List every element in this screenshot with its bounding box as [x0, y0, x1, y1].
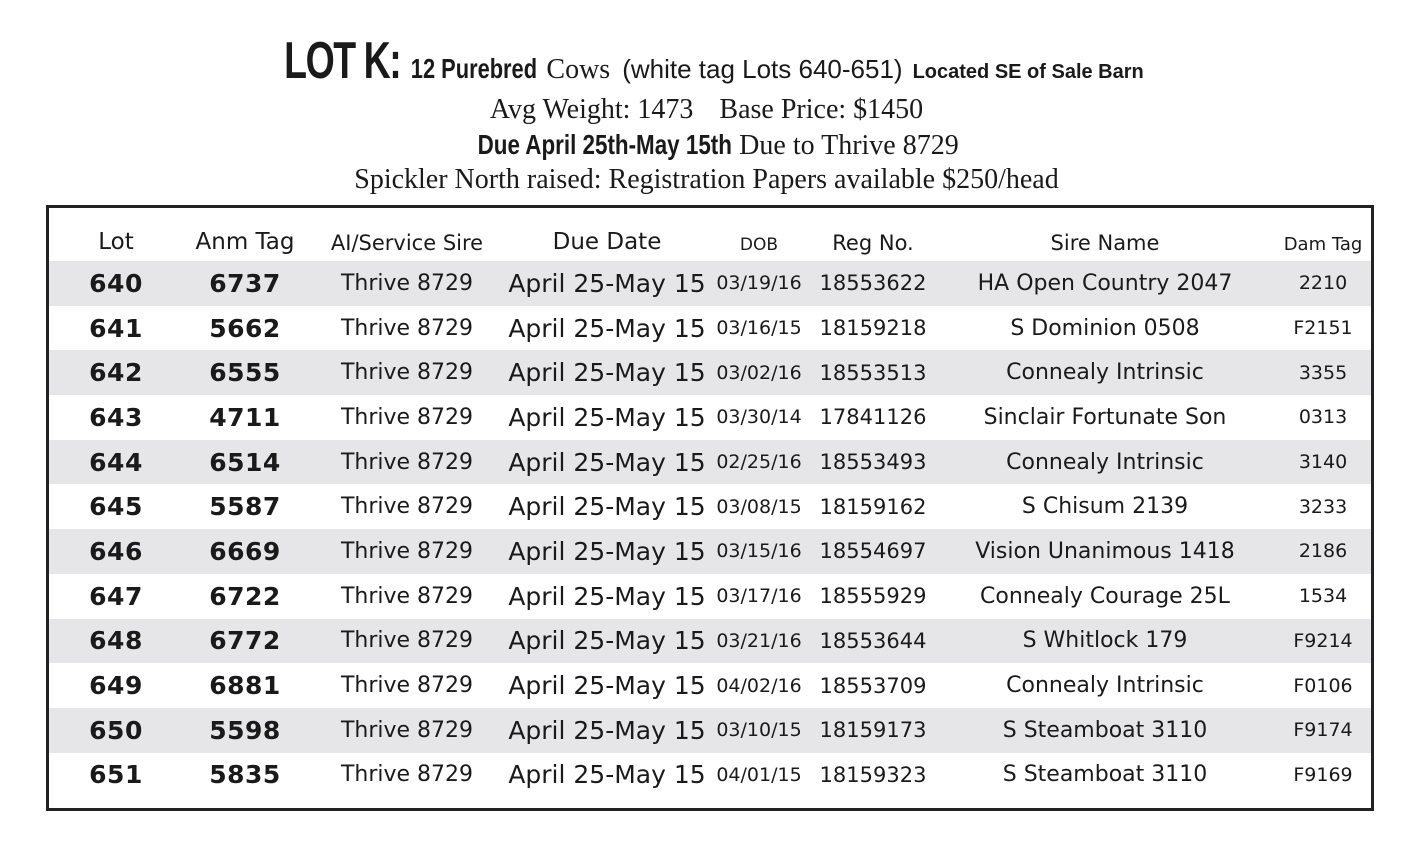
reg-no-cell: 18159218 — [819, 316, 927, 341]
tag-range: (white tag Lots 640-651) — [622, 54, 903, 84]
service-sire-cell: Thrive 8729 — [340, 404, 474, 430]
anm-tag-cell: 6669 — [183, 529, 307, 574]
table-row — [49, 753, 1371, 798]
dob-cell: 03/08/15 — [716, 495, 802, 518]
col-header-lot: Lot — [98, 229, 134, 255]
head-count: 12 Purebred — [410, 53, 537, 84]
lot-table-frame — [46, 205, 1374, 811]
due-date-cell: April 25-May 15 — [507, 708, 707, 753]
lot-cell: 644 — [49, 440, 183, 485]
due-sire: Due to Thrive 8729 — [739, 130, 959, 161]
anm-tag-cell: 5662 — [209, 313, 281, 343]
dam-tag-cell: F0106 — [1293, 674, 1353, 697]
dam-tag-cell: 2186 — [1275, 529, 1371, 574]
anm-tag-cell: 6555 — [183, 350, 307, 395]
base-price: Base Price: $1450 — [719, 94, 924, 125]
service-sire-cell: Thrive 8729 — [340, 494, 474, 520]
due-date-cell: April 25-May 15 — [508, 671, 706, 701]
due-date-cell: April 25-May 15 — [508, 492, 706, 522]
sire-name-cell: S Dominion 0508 — [1010, 315, 1200, 341]
dam-tag-cell: 3140 — [1275, 440, 1371, 485]
anm-tag-cell: 6514 — [183, 440, 307, 485]
anm-tag-cell: 4711 — [209, 402, 281, 432]
anm-tag-cell: 5835 — [209, 760, 281, 790]
due-line — [0, 127, 1413, 162]
dob-cell: 03/17/16 — [716, 585, 802, 608]
service-sire-cell: Thrive 8729 — [307, 261, 507, 306]
service-sire-cell: Thrive 8729 — [307, 440, 507, 485]
reg-no-cell: 18554697 — [811, 529, 935, 574]
anm-tag-cell: 5587 — [209, 492, 281, 522]
table-row — [49, 619, 1371, 664]
table-header-row — [49, 208, 1371, 261]
dam-tag-cell: 2210 — [1275, 261, 1371, 306]
sire-name-cell: Vision Unanimous 1418 — [935, 529, 1275, 574]
table-row — [49, 440, 1371, 485]
service-sire-cell: Thrive 8729 — [307, 708, 507, 753]
col-header-reg-no: Reg No. — [832, 231, 914, 255]
reg-no-cell: 18159162 — [819, 494, 927, 519]
weight-price-line — [0, 92, 1413, 127]
table-row — [49, 484, 1371, 529]
sire-name-cell: S Steamboat 3110 — [935, 708, 1275, 753]
service-sire-cell: Thrive 8729 — [340, 673, 474, 699]
table-row — [49, 574, 1371, 619]
dob-cell: 03/21/16 — [707, 619, 811, 664]
sire-name-cell: Connealy Intrinsic — [935, 440, 1275, 485]
lot-cell: 641 — [89, 313, 143, 343]
dam-tag-cell: 1534 — [1298, 585, 1348, 608]
due-date-cell: April 25-May 15 — [507, 350, 707, 395]
due-date-cell: April 25-May 15 — [508, 581, 706, 611]
lot-cell: 640 — [49, 261, 183, 306]
anm-tag-cell: 6881 — [209, 671, 281, 701]
dob-cell: 03/02/16 — [707, 350, 811, 395]
dam-tag-cell: 3355 — [1275, 350, 1371, 395]
reg-no-cell: 18553644 — [811, 619, 935, 664]
reg-no-cell: 18159323 — [819, 762, 927, 787]
service-sire-cell: Thrive 8729 — [307, 619, 507, 664]
due-window: Due April 25th-May 15th — [477, 129, 733, 160]
anm-tag-cell: 6722 — [209, 581, 281, 611]
col-header-dob: DOB — [739, 235, 779, 255]
sire-name-cell: S Chisum 2139 — [1021, 494, 1189, 520]
col-header-anm-tag: Anm Tag — [195, 229, 295, 255]
sire-name-cell: Connealy Courage 25L — [980, 583, 1230, 609]
reg-no-cell: 18553622 — [811, 261, 935, 306]
col-header-dam-tag: Dam Tag — [1283, 234, 1363, 255]
reg-no-cell: 18553709 — [819, 673, 927, 698]
table-row — [49, 350, 1371, 395]
lot-cell: 649 — [89, 671, 143, 701]
lot-cell: 651 — [89, 760, 143, 790]
table-body — [49, 261, 1371, 797]
col-header-service-sire: AI/Service Sire — [330, 231, 484, 255]
papers-note: Spickler North raised: Registration Papers available $250/head — [354, 164, 1059, 195]
table-row — [49, 306, 1371, 351]
dob-cell: 04/02/16 — [716, 674, 802, 697]
sire-name-cell: S Steamboat 3110 — [1002, 762, 1208, 788]
dob-cell: 03/15/16 — [707, 529, 811, 574]
table-row — [49, 261, 1371, 306]
service-sire-cell: Thrive 8729 — [340, 762, 474, 788]
lot-cell: 643 — [89, 402, 143, 432]
reg-no-cell: 18555929 — [819, 584, 927, 609]
lot-cell: 646 — [49, 529, 183, 574]
dam-tag-cell: F9214 — [1275, 619, 1371, 664]
due-date-cell: April 25-May 15 — [507, 619, 707, 664]
dam-tag-cell: 0313 — [1298, 406, 1348, 429]
dob-cell: 03/10/15 — [707, 708, 811, 753]
due-date-cell: April 25-May 15 — [508, 313, 706, 343]
lot-cell: 647 — [89, 581, 143, 611]
sire-name-cell: Connealy Intrinsic — [1006, 673, 1204, 699]
due-date-cell: April 25-May 15 — [507, 261, 707, 306]
dob-cell: 03/19/16 — [707, 261, 811, 306]
lot-label: LOT K: — [284, 32, 401, 90]
service-sire-cell: Thrive 8729 — [307, 350, 507, 395]
reg-no-cell: 18553493 — [811, 440, 935, 485]
service-sire-cell: Thrive 8729 — [307, 529, 507, 574]
anm-tag-cell: 6772 — [183, 619, 307, 664]
lot-cell: 642 — [49, 350, 183, 395]
lot-header — [0, 30, 1413, 197]
table-row — [49, 708, 1371, 753]
dam-tag-cell: F2151 — [1293, 317, 1353, 340]
dam-tag-cell: F9174 — [1275, 708, 1371, 753]
service-sire-cell: Thrive 8729 — [340, 583, 474, 609]
due-date-cell: April 25-May 15 — [508, 760, 706, 790]
animal-type: Cows — [546, 54, 611, 85]
dam-tag-cell: 3233 — [1298, 495, 1348, 518]
anm-tag-cell: 5598 — [183, 708, 307, 753]
avg-weight: Avg Weight: 1473 — [489, 94, 694, 125]
sire-name-cell: Sinclair Fortunate Son — [983, 404, 1227, 430]
lot-cell: 645 — [89, 492, 143, 522]
lot-cell: 648 — [49, 619, 183, 664]
dam-tag-cell: F9169 — [1293, 763, 1353, 786]
anm-tag-cell: 6737 — [183, 261, 307, 306]
reg-no-cell: 18159173 — [811, 708, 935, 753]
sire-name-cell: HA Open Country 2047 — [935, 261, 1275, 306]
due-date-cell: April 25-May 15 — [507, 529, 707, 574]
location-note: Located SE of Sale Barn — [912, 61, 1144, 83]
due-date-cell: April 25-May 15 — [507, 440, 707, 485]
lot-cell: 650 — [49, 708, 183, 753]
table-row — [49, 395, 1371, 440]
dob-cell: 03/16/15 — [716, 317, 802, 340]
table-row — [49, 529, 1371, 574]
dob-cell: 03/30/14 — [716, 406, 802, 429]
dob-cell: 02/25/16 — [707, 440, 811, 485]
dob-cell: 04/01/15 — [716, 763, 802, 786]
lot-table — [49, 208, 1371, 797]
lot-title-line — [0, 30, 1413, 92]
due-date-cell: April 25-May 15 — [508, 402, 706, 432]
col-header-sire-name: Sire Name — [1050, 231, 1160, 255]
col-header-due-date: Due Date — [552, 229, 662, 255]
sire-name-cell: S Whitlock 179 — [935, 619, 1275, 664]
reg-no-cell: 17841126 — [819, 405, 927, 430]
service-sire-cell: Thrive 8729 — [340, 315, 474, 341]
reg-no-cell: 18553513 — [811, 350, 935, 395]
sire-name-cell: Connealy Intrinsic — [935, 350, 1275, 395]
table-row — [49, 663, 1371, 708]
